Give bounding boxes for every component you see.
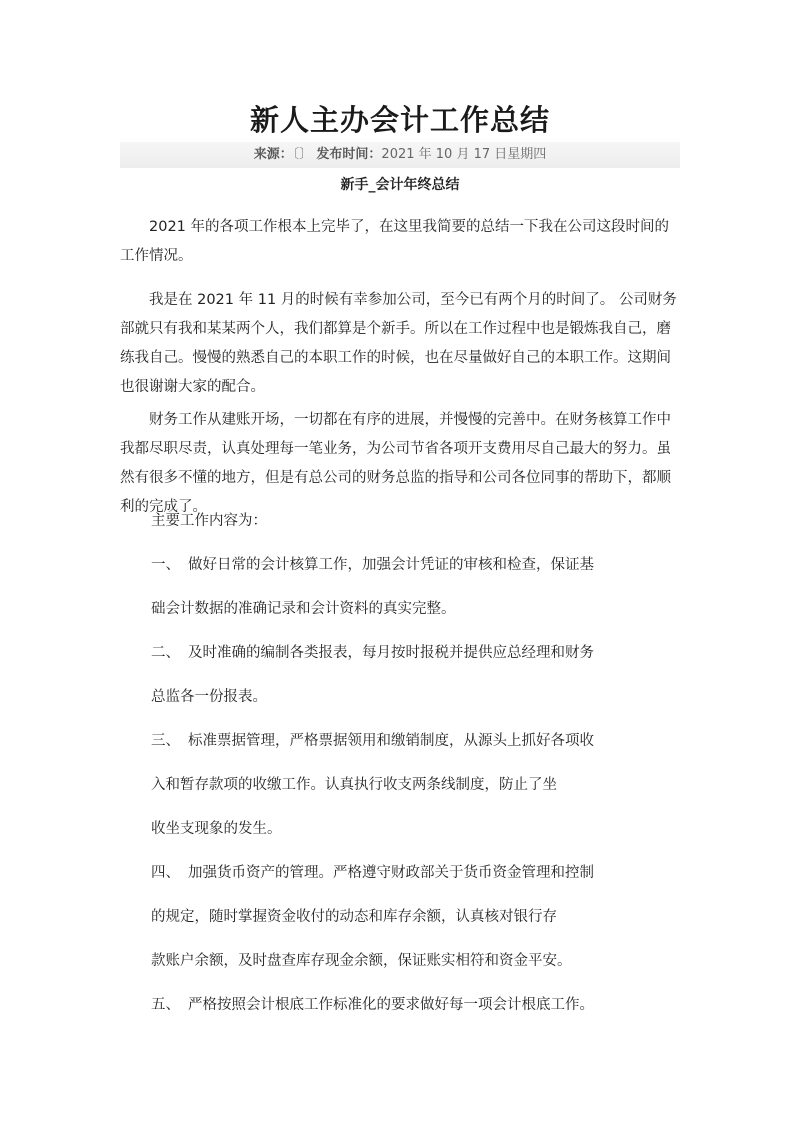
list-item-number: 一、 <box>151 557 180 573</box>
list-item-continuation: 础会计数据的准确记录和会计资料的真实完整。 <box>151 601 456 617</box>
list-item-heading <box>151 995 691 1015</box>
list-item-number: 二、 <box>151 645 180 661</box>
paragraph: 我是在 2021 年 11 月的时候有幸参加公司，至今已有两个月的时间了。 公司财务部就只有我和某某两个人，我们都算是个新手。所以在工作过程中也是锻炼我自己，磨练我自己。慢慢的熟悉自己的本职工作的时候，也在尽量做好自己的本职工作。这期间也很谢谢大家的配合。 <box>120 292 677 395</box>
list-item-heading <box>151 863 691 883</box>
list-item-number: 五、 <box>151 997 180 1013</box>
list-item-continuation: 款账户余额，及时盘查库存现金余额，保证账实相符和资金平安。 <box>151 953 572 969</box>
list-item-number: 四、 <box>151 865 180 881</box>
list-item-text: 加强货币资产的管理。严格遵守财政部关于货币资金管理和控制 <box>188 865 594 881</box>
document-subtitle: 新手_会计年终总结 <box>340 177 460 193</box>
source-value: 〔〕 <box>292 147 313 162</box>
meta-info-bar <box>120 142 680 168</box>
list-item-continuation: 的规定，随时掌握资金收付的动态和库存余额，认真核对银行存 <box>151 909 557 925</box>
list-item-text: 严格按照会计根底工作标准化的要求做好每一项会计根底工作。 <box>188 997 594 1013</box>
list-item-number: 三、 <box>151 733 180 749</box>
list-item-text: 及时准确的编制各类报表，每月按时报税并提供应总经理和财务 <box>188 645 594 661</box>
source-label: 来源： <box>253 147 293 162</box>
publish-time-value: 2021 年 10 月 17 日星期四 <box>381 147 547 162</box>
list-item-continuation: 收坐支现象的发生。 <box>151 821 282 837</box>
list-item-heading <box>151 731 691 751</box>
document-title: 新人主办会计工作总结 <box>249 103 550 137</box>
paragraph: 财务工作从建账开场，一切都在有序的进展，并慢慢的完善中。在财务核算工作中我都尽职尽责，认真处理每一笔业务，为公司节省各项开支费用尽自己最大的努力。虽然有很多不懂的地方，但是有总公司的财务总监的指导和公司各位同事的帮助下，都顺利的完成了。 <box>120 412 671 515</box>
list-item-continuation: 总监各一份报表。 <box>151 689 267 705</box>
list-item-text: 做好日常的会计核算工作，加强会计凭证的审核和检查，保证基 <box>188 557 594 573</box>
list-item-text: 标准票据管理，严格票据领用和缴销制度，从源头上抓好各项收 <box>188 733 594 749</box>
list-item-heading <box>151 643 691 663</box>
list-item-continuation: 入和暂存款项的收缴工作。认真执行收支两条线制度，防止了坐 <box>151 777 557 793</box>
paragraph: 2021 年的各项工作根本上完毕了，在这里我简要的总结一下我在公司这段时间的工作情况。 <box>120 219 670 264</box>
publish-time-label: 发布时间： <box>316 147 382 162</box>
list-item-heading <box>151 555 691 575</box>
main-work-heading: 主要工作内容为： <box>151 513 267 529</box>
